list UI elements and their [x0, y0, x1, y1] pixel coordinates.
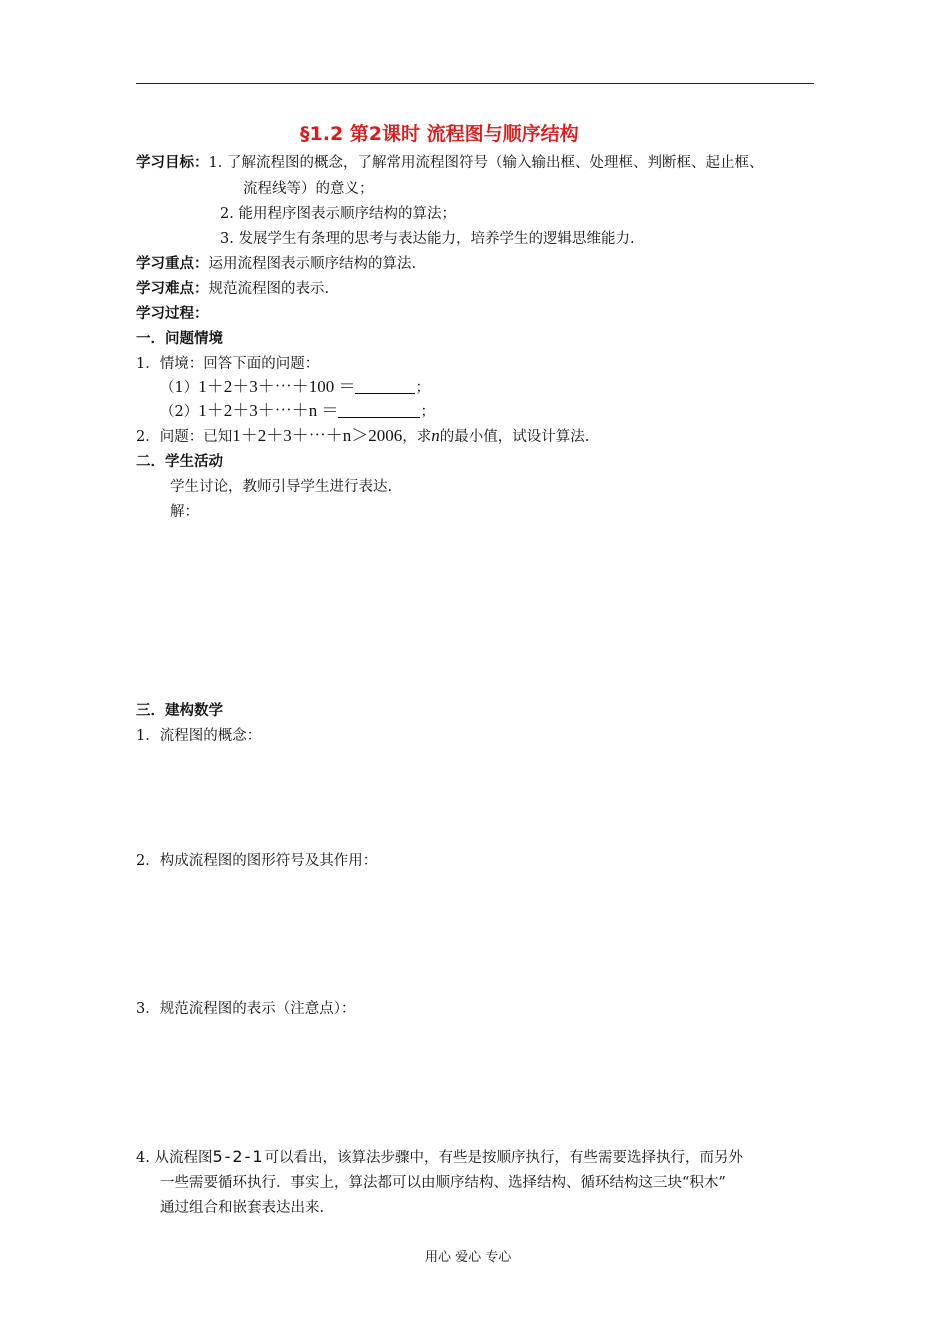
section-3-item-1: 1．流程图的概念： — [136, 728, 262, 744]
solution-label: 解： — [170, 504, 199, 520]
section-3-item-4-line-3: 通过组合和嵌套表达出来. — [160, 1200, 325, 1216]
objective-1-line-1: 1. 了解流程图的概念，了解常用流程图符号（输入输出框、处理框、判断框、起止框、 — [208, 155, 764, 171]
section-3-item-4-prefix: 4. 从流程图 — [136, 1150, 213, 1166]
question-2-suffix: 的最小值，试设计算法. — [439, 429, 590, 445]
question-2-prefix: 2．问题：已知 — [136, 429, 233, 445]
section-3-item-4-line-1 — [136, 1147, 743, 1168]
section-2-text: 学生讨论，教师引导学生进行表达. — [170, 479, 393, 495]
difficulty-text: 规范流程图的表示. — [208, 281, 330, 297]
question-1a-expression: 1＋2＋3＋⋯＋100 ＝ — [198, 377, 356, 396]
objective-2: 2. 能用程序图表示顺序结构的算法； — [220, 206, 456, 222]
question-1a-end: ； — [415, 380, 430, 396]
question-2-variable: n — [431, 426, 440, 445]
process-label: 学习过程： — [136, 306, 209, 322]
question-1: 1．情境：回答下面的问题： — [136, 356, 320, 372]
difficulty-row — [136, 279, 329, 299]
section-1-heading: 一．问题情境 — [136, 331, 223, 347]
section-3-heading: 三．建构数学 — [136, 703, 223, 719]
objective-3: 3. 发展学生有条理的思考与表达能力，培养学生的逻辑思维能力. — [220, 231, 635, 247]
question-1a — [160, 377, 430, 398]
focus-label: 学习重点： — [136, 256, 209, 272]
section-3-item-3: 3．规范流程图的表示（注意点）： — [136, 1001, 356, 1017]
question-1a-number: （1） — [160, 380, 199, 396]
header-rule — [136, 83, 814, 84]
question-1b-end: ； — [420, 404, 435, 420]
objectives-row-1 — [136, 153, 763, 173]
section-3-item-4-suffix: 可以看出，该算法步骤中，有些是按顺序执行，有些需要选择执行，而另外 — [264, 1150, 744, 1166]
section-3-item-2: 2．构成流程图的图形符号及其作用： — [136, 853, 378, 869]
page-footer: 用心 爱心 专心 — [425, 1250, 512, 1265]
objectives-label: 学习目标： — [136, 155, 209, 171]
focus-text: 运用流程图表示顺序结构的算法. — [208, 256, 417, 272]
question-2-mid: ，求 — [402, 429, 432, 445]
question-2 — [136, 426, 589, 447]
section-3-item-4-line-2: 一些需要循环执行．事实上，算法都可以由顺序结构、选择结构、循环结构这三块“积木” — [160, 1175, 726, 1191]
question-1b-expression: 1＋2＋3＋⋯＋n ＝ — [198, 401, 339, 420]
question-1b-number: （2） — [160, 404, 199, 420]
objective-1-line-2: 流程线等）的意义； — [243, 181, 374, 197]
section-2-heading: 二．学生活动 — [136, 454, 223, 470]
answer-blank-2 — [338, 403, 420, 418]
page-title: §1.2 第2课时 流程图与顺序结构 — [300, 123, 579, 145]
focus-row — [136, 254, 416, 274]
question-2-expression: 1＋2＋3＋⋯＋n＞2006 — [232, 426, 403, 445]
answer-blank-1 — [355, 379, 415, 394]
difficulty-label: 学习难点： — [136, 281, 209, 297]
question-1b — [160, 401, 435, 422]
figure-reference: 5-2-1 — [212, 1147, 265, 1166]
